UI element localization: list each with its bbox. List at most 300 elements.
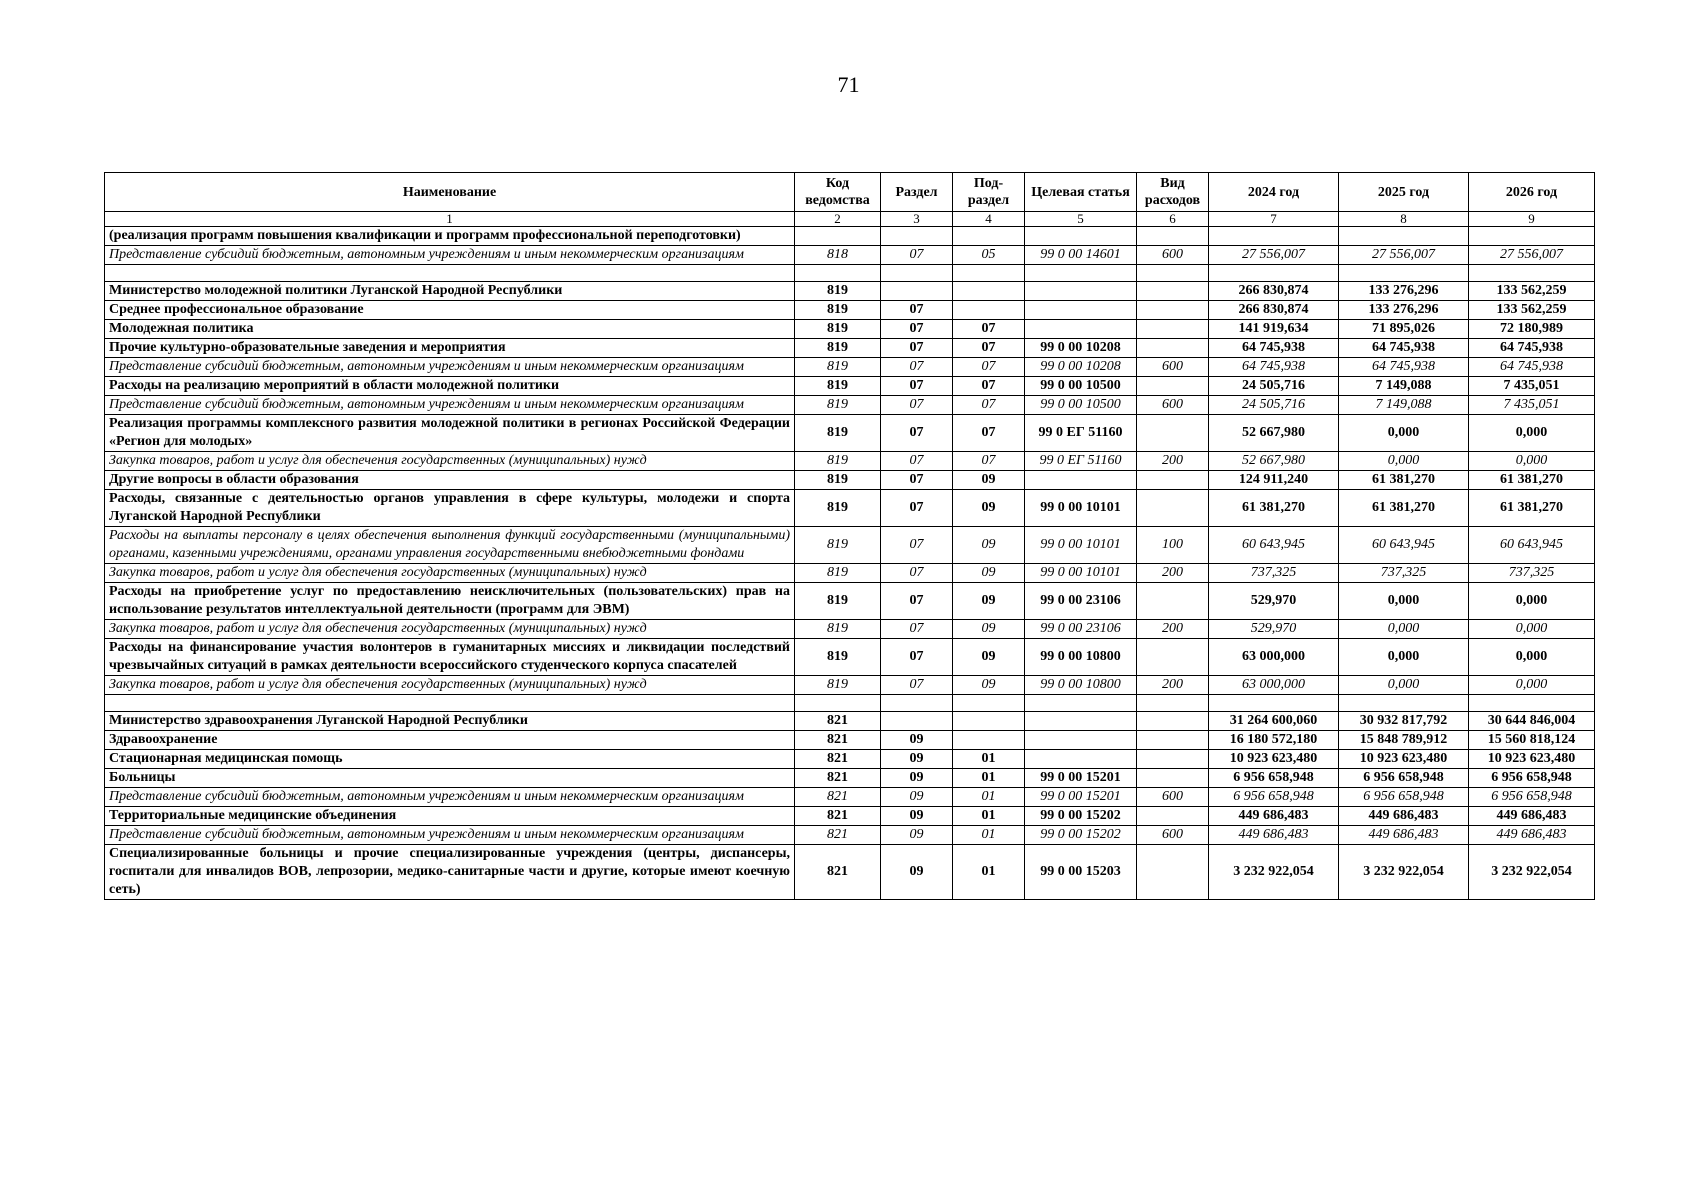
amount-2025 — [1339, 695, 1469, 712]
subsection-code: 09 — [953, 639, 1025, 676]
amount-2025: 27 556,007 — [1339, 246, 1469, 265]
expense-type: 600 — [1137, 246, 1209, 265]
subsection-code — [953, 712, 1025, 731]
row-name: Расходы на реализацию мероприятий в области молодежной политики — [105, 377, 795, 396]
agency-code — [795, 227, 881, 246]
amount-2025: 737,325 — [1339, 564, 1469, 583]
expense-type — [1137, 695, 1209, 712]
subsection-code: 07 — [953, 358, 1025, 377]
expense-type — [1137, 415, 1209, 452]
amount-2024 — [1209, 227, 1339, 246]
table-row — [105, 845, 1595, 900]
subsection-code: 01 — [953, 845, 1025, 900]
amount-2025: 0,000 — [1339, 415, 1469, 452]
row-name: Молодежная политика — [105, 320, 795, 339]
agency-code: 819 — [795, 452, 881, 471]
amount-2026: 449 686,483 — [1469, 826, 1595, 845]
column-header: Под-раздел — [953, 173, 1025, 212]
table-header — [105, 173, 1595, 227]
expense-type — [1137, 845, 1209, 900]
target-article: 99 0 00 10800 — [1025, 639, 1137, 676]
amount-2025: 64 745,938 — [1339, 339, 1469, 358]
row-name: Закупка товаров, работ и услуг для обеспечения государственных (муниципальных) нужд — [105, 620, 795, 639]
column-number: 8 — [1339, 212, 1469, 227]
expense-type — [1137, 490, 1209, 527]
amount-2026: 0,000 — [1469, 452, 1595, 471]
row-name: Расходы на приобретение услуг по предоставлению неисключительных (пользовательских) прав на использование результатов интеллектуальной деятельности (программ для ЭВМ) — [105, 583, 795, 620]
column-header: Целевая статья — [1025, 173, 1137, 212]
expense-type: 200 — [1137, 564, 1209, 583]
section-code: 07 — [881, 358, 953, 377]
amount-2025: 6 956 658,948 — [1339, 788, 1469, 807]
column-header: 2024 год — [1209, 173, 1339, 212]
table-row — [105, 339, 1595, 358]
row-name: Расходы на выплаты персоналу в целях обеспечения выполнения функций государственными (муниципальными) органами, казенными учреждениями, органами управления государственными внебюджетными фондами — [105, 527, 795, 564]
expense-type: 600 — [1137, 358, 1209, 377]
amount-2024: 27 556,007 — [1209, 246, 1339, 265]
amount-2025: 15 848 789,912 — [1339, 731, 1469, 750]
section-code: 07 — [881, 246, 953, 265]
amount-2026: 27 556,007 — [1469, 246, 1595, 265]
row-name: (реализация программ повышения квалификации и программ профессиональной переподготовки) — [105, 227, 795, 246]
agency-code: 819 — [795, 282, 881, 301]
expense-type — [1137, 750, 1209, 769]
section-code: 07 — [881, 490, 953, 527]
agency-code: 819 — [795, 358, 881, 377]
agency-code: 819 — [795, 471, 881, 490]
table-row — [105, 676, 1595, 695]
target-article: 99 0 00 10208 — [1025, 358, 1137, 377]
table-row — [105, 358, 1595, 377]
subsection-code — [953, 695, 1025, 712]
amount-2025: 0,000 — [1339, 452, 1469, 471]
amount-2024: 529,970 — [1209, 620, 1339, 639]
expense-type — [1137, 339, 1209, 358]
target-article: 99 0 00 10101 — [1025, 564, 1137, 583]
subsection-code: 09 — [953, 471, 1025, 490]
row-name: Больницы — [105, 769, 795, 788]
column-header: 2025 год — [1339, 173, 1469, 212]
amount-2026: 6 956 658,948 — [1469, 788, 1595, 807]
amount-2024: 266 830,874 — [1209, 282, 1339, 301]
table-row — [105, 826, 1595, 845]
table-row — [105, 452, 1595, 471]
target-article — [1025, 320, 1137, 339]
amount-2026 — [1469, 227, 1595, 246]
amount-2025: 3 232 922,054 — [1339, 845, 1469, 900]
expense-type — [1137, 320, 1209, 339]
amount-2025: 61 381,270 — [1339, 490, 1469, 527]
amount-2026: 10 923 623,480 — [1469, 750, 1595, 769]
expense-type — [1137, 301, 1209, 320]
amount-2025: 0,000 — [1339, 583, 1469, 620]
expense-type — [1137, 471, 1209, 490]
target-article — [1025, 750, 1137, 769]
column-number: 4 — [953, 212, 1025, 227]
amount-2024: 24 505,716 — [1209, 396, 1339, 415]
amount-2024: 16 180 572,180 — [1209, 731, 1339, 750]
target-article — [1025, 265, 1137, 282]
subsection-code: 07 — [953, 339, 1025, 358]
section-code: 07 — [881, 415, 953, 452]
section-code — [881, 282, 953, 301]
amount-2024 — [1209, 695, 1339, 712]
amount-2025: 7 149,088 — [1339, 377, 1469, 396]
agency-code — [795, 265, 881, 282]
row-name: Специализированные больницы и прочие специализированные учреждения (центры, диспансеры, госпитали для инвалидов ВОВ, лепрозории, медико-санитарные части и другие, которые имеют коечную сеть) — [105, 845, 795, 900]
expense-type: 100 — [1137, 527, 1209, 564]
amount-2026 — [1469, 695, 1595, 712]
row-name: Представление субсидий бюджетным, автономным учреждениям и иным некоммерческим организациям — [105, 396, 795, 415]
row-name: Министерство здравоохранения Луганской Народной Республики — [105, 712, 795, 731]
amount-2026: 3 232 922,054 — [1469, 845, 1595, 900]
page-number: 71 — [837, 72, 860, 97]
column-number: 1 — [105, 212, 795, 227]
table-row — [105, 490, 1595, 527]
target-article — [1025, 227, 1137, 246]
expense-type — [1137, 377, 1209, 396]
table-row — [105, 246, 1595, 265]
section-code: 07 — [881, 564, 953, 583]
table-row — [105, 731, 1595, 750]
table-row — [105, 415, 1595, 452]
agency-code: 819 — [795, 564, 881, 583]
amount-2026: 6 956 658,948 — [1469, 769, 1595, 788]
table-row — [105, 639, 1595, 676]
section-code: 07 — [881, 339, 953, 358]
amount-2025 — [1339, 265, 1469, 282]
amount-2024: 64 745,938 — [1209, 358, 1339, 377]
target-article: 99 0 00 10208 — [1025, 339, 1137, 358]
agency-code: 819 — [795, 415, 881, 452]
amount-2024: 52 667,980 — [1209, 452, 1339, 471]
amount-2026: 0,000 — [1469, 620, 1595, 639]
amount-2024: 64 745,938 — [1209, 339, 1339, 358]
table-row — [105, 471, 1595, 490]
amount-2026: 133 562,259 — [1469, 301, 1595, 320]
agency-code: 819 — [795, 377, 881, 396]
amount-2024: 10 923 623,480 — [1209, 750, 1339, 769]
agency-code: 821 — [795, 731, 881, 750]
row-name: Территориальные медицинские объединения — [105, 807, 795, 826]
row-name: Представление субсидий бюджетным, автономным учреждениям и иным некоммерческим организациям — [105, 358, 795, 377]
agency-code: 819 — [795, 676, 881, 695]
amount-2024: 63 000,000 — [1209, 639, 1339, 676]
column-number: 3 — [881, 212, 953, 227]
column-numbers-row — [105, 212, 1595, 227]
section-code: 07 — [881, 620, 953, 639]
subsection-code — [953, 227, 1025, 246]
subsection-code: 07 — [953, 415, 1025, 452]
row-name: Представление субсидий бюджетным, автономным учреждениям и иным некоммерческим организациям — [105, 826, 795, 845]
amount-2025: 449 686,483 — [1339, 826, 1469, 845]
target-article — [1025, 282, 1137, 301]
agency-code: 819 — [795, 339, 881, 358]
subsection-code — [953, 265, 1025, 282]
amount-2026: 61 381,270 — [1469, 490, 1595, 527]
amount-2024: 737,325 — [1209, 564, 1339, 583]
subsection-code: 01 — [953, 769, 1025, 788]
agency-code: 821 — [795, 807, 881, 826]
table-row — [105, 695, 1595, 712]
target-article: 99 0 00 15202 — [1025, 826, 1137, 845]
agency-code — [795, 695, 881, 712]
table-row — [105, 750, 1595, 769]
amount-2024: 60 643,945 — [1209, 527, 1339, 564]
amount-2025: 133 276,296 — [1339, 282, 1469, 301]
section-code: 09 — [881, 807, 953, 826]
subsection-code: 01 — [953, 807, 1025, 826]
amount-2026 — [1469, 265, 1595, 282]
target-article: 99 0 00 23106 — [1025, 620, 1137, 639]
target-article — [1025, 712, 1137, 731]
subsection-code: 09 — [953, 676, 1025, 695]
section-code: 09 — [881, 769, 953, 788]
column-number: 7 — [1209, 212, 1339, 227]
agency-code: 821 — [795, 712, 881, 731]
amount-2026: 0,000 — [1469, 639, 1595, 676]
amount-2026: 449 686,483 — [1469, 807, 1595, 826]
section-code: 07 — [881, 583, 953, 620]
amount-2024: 3 232 922,054 — [1209, 845, 1339, 900]
agency-code: 819 — [795, 320, 881, 339]
amount-2026: 7 435,051 — [1469, 396, 1595, 415]
amount-2026: 30 644 846,004 — [1469, 712, 1595, 731]
expense-type — [1137, 807, 1209, 826]
table-row — [105, 377, 1595, 396]
agency-code: 821 — [795, 769, 881, 788]
section-code — [881, 227, 953, 246]
target-article: 99 0 00 15201 — [1025, 769, 1137, 788]
section-code: 07 — [881, 396, 953, 415]
row-name: Министерство молодежной политики Луганской Народной Республики — [105, 282, 795, 301]
table-row — [105, 301, 1595, 320]
row-name: Реализация программы комплексного развития молодежной политики в регионах Российской Федерации «Регион для молодых» — [105, 415, 795, 452]
agency-code: 821 — [795, 826, 881, 845]
amount-2025: 61 381,270 — [1339, 471, 1469, 490]
row-name: Закупка товаров, работ и услуг для обеспечения государственных (муниципальных) нужд — [105, 676, 795, 695]
expense-type — [1137, 731, 1209, 750]
amount-2025: 6 956 658,948 — [1339, 769, 1469, 788]
target-article: 99 0 00 10500 — [1025, 396, 1137, 415]
amount-2024: 52 667,980 — [1209, 415, 1339, 452]
agency-code: 821 — [795, 788, 881, 807]
column-number: 9 — [1469, 212, 1595, 227]
budget-table — [104, 172, 1595, 900]
subsection-code: 07 — [953, 377, 1025, 396]
subsection-code — [953, 731, 1025, 750]
subsection-code: 09 — [953, 583, 1025, 620]
column-header: Раздел — [881, 173, 953, 212]
row-name — [105, 695, 795, 712]
row-name: Закупка товаров, работ и услуг для обеспечения государственных (муниципальных) нужд — [105, 452, 795, 471]
amount-2024: 449 686,483 — [1209, 807, 1339, 826]
amount-2024: 63 000,000 — [1209, 676, 1339, 695]
target-article — [1025, 301, 1137, 320]
expense-type — [1137, 227, 1209, 246]
expense-type — [1137, 769, 1209, 788]
expense-type: 600 — [1137, 396, 1209, 415]
expense-type — [1137, 583, 1209, 620]
row-name: Расходы на финансирование участия волонтеров в гуманитарных миссиях и ликвидации последствий чрезвычайных ситуаций в рамках деятельности всероссийского студенческого корпуса спасателей — [105, 639, 795, 676]
row-name — [105, 265, 795, 282]
amount-2024: 266 830,874 — [1209, 301, 1339, 320]
subsection-code: 07 — [953, 320, 1025, 339]
amount-2026: 737,325 — [1469, 564, 1595, 583]
column-number: 5 — [1025, 212, 1137, 227]
row-name: Прочие культурно-образовательные заведения и мероприятия — [105, 339, 795, 358]
expense-type — [1137, 712, 1209, 731]
table-row — [105, 527, 1595, 564]
column-header: Код ведомства — [795, 173, 881, 212]
amount-2024: 61 381,270 — [1209, 490, 1339, 527]
amount-2026: 61 381,270 — [1469, 471, 1595, 490]
amount-2026: 0,000 — [1469, 583, 1595, 620]
amount-2025: 449 686,483 — [1339, 807, 1469, 826]
amount-2024: 31 264 600,060 — [1209, 712, 1339, 731]
agency-code: 819 — [795, 301, 881, 320]
subsection-code: 05 — [953, 246, 1025, 265]
target-article: 99 0 00 14601 — [1025, 246, 1137, 265]
target-article — [1025, 731, 1137, 750]
amount-2026: 0,000 — [1469, 676, 1595, 695]
table-row — [105, 788, 1595, 807]
table-row — [105, 265, 1595, 282]
table-row — [105, 807, 1595, 826]
row-name: Среднее профессиональное образование — [105, 301, 795, 320]
amount-2024: 529,970 — [1209, 583, 1339, 620]
table-row — [105, 320, 1595, 339]
target-article: 99 0 00 15201 — [1025, 788, 1137, 807]
amount-2024: 141 919,634 — [1209, 320, 1339, 339]
agency-code: 821 — [795, 750, 881, 769]
agency-code: 819 — [795, 527, 881, 564]
column-header: Наименование — [105, 173, 795, 212]
agency-code: 819 — [795, 583, 881, 620]
agency-code: 818 — [795, 246, 881, 265]
amount-2026: 15 560 818,124 — [1469, 731, 1595, 750]
target-article: 99 0 ЕГ 51160 — [1025, 452, 1137, 471]
row-name: Стационарная медицинская помощь — [105, 750, 795, 769]
amount-2024: 6 956 658,948 — [1209, 769, 1339, 788]
table-row — [105, 282, 1595, 301]
section-code: 09 — [881, 731, 953, 750]
amount-2025: 0,000 — [1339, 639, 1469, 676]
subsection-code: 09 — [953, 620, 1025, 639]
amount-2024: 124 911,240 — [1209, 471, 1339, 490]
agency-code: 819 — [795, 396, 881, 415]
row-name: Представление субсидий бюджетным, автономным учреждениям и иным некоммерческим организациям — [105, 246, 795, 265]
section-code: 07 — [881, 676, 953, 695]
amount-2025 — [1339, 227, 1469, 246]
expense-type: 600 — [1137, 826, 1209, 845]
section-code: 07 — [881, 452, 953, 471]
subsection-code: 01 — [953, 826, 1025, 845]
row-name: Расходы, связанные с деятельностью органов управления в сфере культуры, молодежи и спорта Луганской Народной Республики — [105, 490, 795, 527]
amount-2025: 133 276,296 — [1339, 301, 1469, 320]
expense-type: 200 — [1137, 452, 1209, 471]
column-number: 6 — [1137, 212, 1209, 227]
column-header: 2026 год — [1469, 173, 1595, 212]
subsection-code: 01 — [953, 788, 1025, 807]
subsection-code: 09 — [953, 564, 1025, 583]
subsection-code: 07 — [953, 396, 1025, 415]
section-code: 07 — [881, 527, 953, 564]
target-article: 99 0 00 10800 — [1025, 676, 1137, 695]
expense-type — [1137, 265, 1209, 282]
table-row — [105, 769, 1595, 788]
amount-2026: 72 180,989 — [1469, 320, 1595, 339]
section-code: 07 — [881, 320, 953, 339]
row-name: Здравоохранение — [105, 731, 795, 750]
amount-2024: 6 956 658,948 — [1209, 788, 1339, 807]
amount-2026: 60 643,945 — [1469, 527, 1595, 564]
amount-2026: 133 562,259 — [1469, 282, 1595, 301]
subsection-code: 09 — [953, 527, 1025, 564]
amount-2024: 449 686,483 — [1209, 826, 1339, 845]
amount-2025: 60 643,945 — [1339, 527, 1469, 564]
subsection-code: 07 — [953, 452, 1025, 471]
header-row — [105, 173, 1595, 212]
section-code: 07 — [881, 471, 953, 490]
table-body — [105, 227, 1595, 900]
target-article: 99 0 00 15202 — [1025, 807, 1137, 826]
table-row — [105, 227, 1595, 246]
amount-2025: 7 149,088 — [1339, 396, 1469, 415]
table-row — [105, 564, 1595, 583]
section-code — [881, 712, 953, 731]
row-name: Представление субсидий бюджетным, автономным учреждениям и иным некоммерческим организациям — [105, 788, 795, 807]
section-code: 09 — [881, 826, 953, 845]
section-code — [881, 695, 953, 712]
target-article: 99 0 ЕГ 51160 — [1025, 415, 1137, 452]
table-row — [105, 712, 1595, 731]
section-code: 07 — [881, 377, 953, 396]
row-name: Другие вопросы в области образования — [105, 471, 795, 490]
target-article — [1025, 471, 1137, 490]
amount-2025: 64 745,938 — [1339, 358, 1469, 377]
amount-2025: 30 932 817,792 — [1339, 712, 1469, 731]
target-article: 99 0 00 10500 — [1025, 377, 1137, 396]
target-article: 99 0 00 10101 — [1025, 490, 1137, 527]
section-code: 09 — [881, 845, 953, 900]
subsection-code — [953, 282, 1025, 301]
agency-code: 821 — [795, 845, 881, 900]
subsection-code: 09 — [953, 490, 1025, 527]
amount-2025: 10 923 623,480 — [1339, 750, 1469, 769]
section-code: 09 — [881, 750, 953, 769]
subsection-code: 01 — [953, 750, 1025, 769]
section-code: 09 — [881, 788, 953, 807]
table-row — [105, 620, 1595, 639]
amount-2026: 7 435,051 — [1469, 377, 1595, 396]
expense-type — [1137, 639, 1209, 676]
row-name: Закупка товаров, работ и услуг для обеспечения государственных (муниципальных) нужд — [105, 564, 795, 583]
expense-type: 200 — [1137, 676, 1209, 695]
amount-2026: 0,000 — [1469, 415, 1595, 452]
table-row — [105, 583, 1595, 620]
agency-code: 819 — [795, 490, 881, 527]
amount-2024: 24 505,716 — [1209, 377, 1339, 396]
table-row — [105, 396, 1595, 415]
amount-2025: 0,000 — [1339, 620, 1469, 639]
expense-type: 200 — [1137, 620, 1209, 639]
amount-2025: 71 895,026 — [1339, 320, 1469, 339]
agency-code: 819 — [795, 639, 881, 676]
expense-type: 600 — [1137, 788, 1209, 807]
amount-2026: 64 745,938 — [1469, 339, 1595, 358]
column-header: Вид расходов — [1137, 173, 1209, 212]
